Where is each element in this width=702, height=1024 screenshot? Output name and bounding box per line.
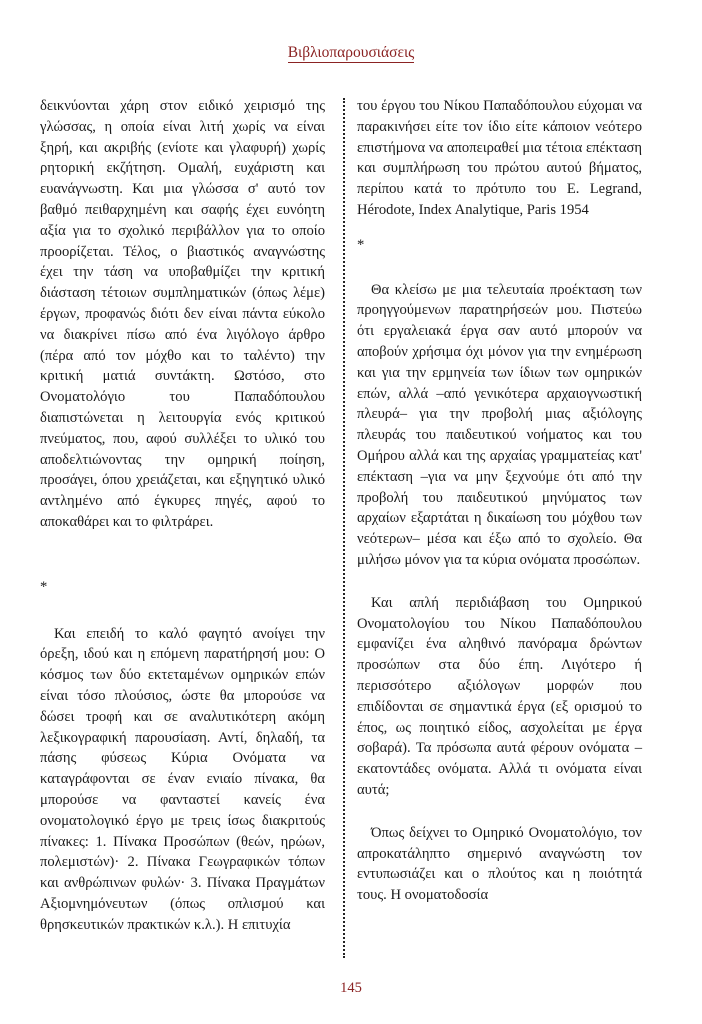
section-separator-right: *: [357, 236, 365, 253]
page-number: 145: [340, 980, 362, 996]
column-divider: [343, 98, 345, 958]
left-paragraph-2: Και επειδή το καλό φαγητό ανοίγει την όρεξη, ιδού και η επόμενη παρατήρησή μου: Ο κόσμος των δύο εκτεταμένων ομηρικών επών είναι τόσο πλούσιος, ώστε θα μπορούσε να δώσει τροφή και σε αναλυτικότερη ακόμη λεξικογραφική παρουσίαση. Αντί, δηλαδή, τα πάσης φύσεως Κύρια Ονόματα να καταγράφονται σε έναν ενιαίο πίνακα, θα μπορούσε να φανταστεί κανείς ένα ονοματολογικό έργο με τρεις ίσως διακριτούς πίνακες: 1. Πίνακα Προσώπων (θεών, ηρώων, πολεμιστών)· 2. Πίνακα Γεωγραφικών τόπων και ανθρώπινων φυλών· 3. Πίνακα Πραγμάτων Αξιομνημόνευτων (όπως οπλισμού και θρησκευτικών πρακτικών κ.λ.). Η επιτυχία: [40, 625, 325, 933]
section-separator-left: *: [40, 578, 48, 595]
left-paragraph-1: δεικνύονται χάρη στον ειδικό χειρισμό της γλώσσας, η οποία είναι λιτή χωρίς να είναι ξηρή, και ακριβής (ενίοτε και γλαφυρή) χωρίς ρητορική εκζήτηση. Ομαλή, ευχάριστη και ευανάγνωστη. Και μια γλώσσα σ' αυτό τον βαθμό πειθαρχημένη και σαφής έχει ευνόητη αξία για το σχολικό περιβάλλον για το οποίο προορίζεται. Τέλος, ο βιαστικός αναγνώστης έχει την τάση να υποβαθμίζει την κριτική διάσταση τέτοιων συμπληματικών (όπως λέμε) έργων, προφανώς διότι δεν είναι πάντα εύκολο να διακρίνει πίσω από ένα λιγόλογο άρθρο (πέρα από τον μόχθο και το ταλέντο) την κριτική ματιά συντάκτη. Ωστόσο, στο Ονοματολόγιο του Παπαδόπουλου διαπιστώνεται η λειτουργία ενός κριτικού πνεύματος, που, αφού συλλέξει το υλικό του αποδελτιώνοντας την ομηρική ποίηση, προσάγει, όπου χρειάζεται, και εξηγητικό υλικό αντλημένο από έγκυρες πηγές, αφού το αποκαθάρει και το φιλτράρει.: [40, 98, 325, 530]
right-paragraph-1: του έργου του Νίκου Παπαδόπουλου εύχομαι να παρακινήσει είτε τον ίδιο είτε κάποιον νεότερο επιστήμονα να αποπειραθεί μια τέτοια επέκταση και συμπλήρωση του πρώτου αυτού βήματος, περίπου κατά το πρότυπο του E. Legrand, Hérodote, Index Analytique, Paris 1954: [357, 98, 642, 218]
right-paragraph-2: Θα κλείσω με μια τελευταία προέκταση των προηγγούμενων παρατηρήσεών μου. Πιστεύω ότι εργαλειακά έργα σαν αυτό μπορούν να αποβούν χρήσιμα όχι μόνον για την ενημέρωση και για την ερμηνεία των ίδιων των ομηρικών επών, αλλά –από γενικότερα αρχαιογνωστική πλευρά– για την προβολή μιας αξιόλογης πλευράς του παιδευτικού νοήματος και του Ομήρου αλλά και της αρχαίας γραμματείας κατ' επέκταση –για να μην ξεχνούμε ότι από την προβολή του παιδευτικού μηνύματος των αρχαίων εξαρτάται η δικαίωση του μόχθου των νεότερων– μέσα και έξω από το σχολείο. Θα μιλήσω μόνον για τα κύρια ονόματα προσώπων.: [357, 281, 642, 568]
right-paragraph-3: Και απλή περιδιάβαση του Ομηρικού Ονοματολογίου του Νίκου Παπαδόπουλου εμφανίζει ένα αληθινό πανόραμα δρώντων προσώπων στα δύο έπη. Λιγότερο ή περισσότερο αξιόλογων μορφών που επιδίδονται σε σημαντικά έργα (εξ ορισμού το έπος, ως ποιητικό είδος, ασχολείται με έργα σοβαρά). Τα πρόσωπα αυτά φέρουν ονόματα –εκατοντάδες ονόματα. Αλλά τι ονόματα είναι αυτά;: [357, 594, 642, 798]
section-title: Βιβλιοπαρουσιάσεις: [287, 44, 415, 61]
right-column: [357, 96, 642, 906]
right-paragraph-4: Όπως δείχνει το Ομηρικό Ονοματολόγιο, τον απροκατάληπτο σημερινό αναγνώστη τον εντυπωσιάζει και ο πλούτος και η ποιότητά τους. Η ονοματοδοσία: [357, 824, 642, 904]
left-column: [40, 96, 325, 935]
running-header: [0, 44, 702, 62]
